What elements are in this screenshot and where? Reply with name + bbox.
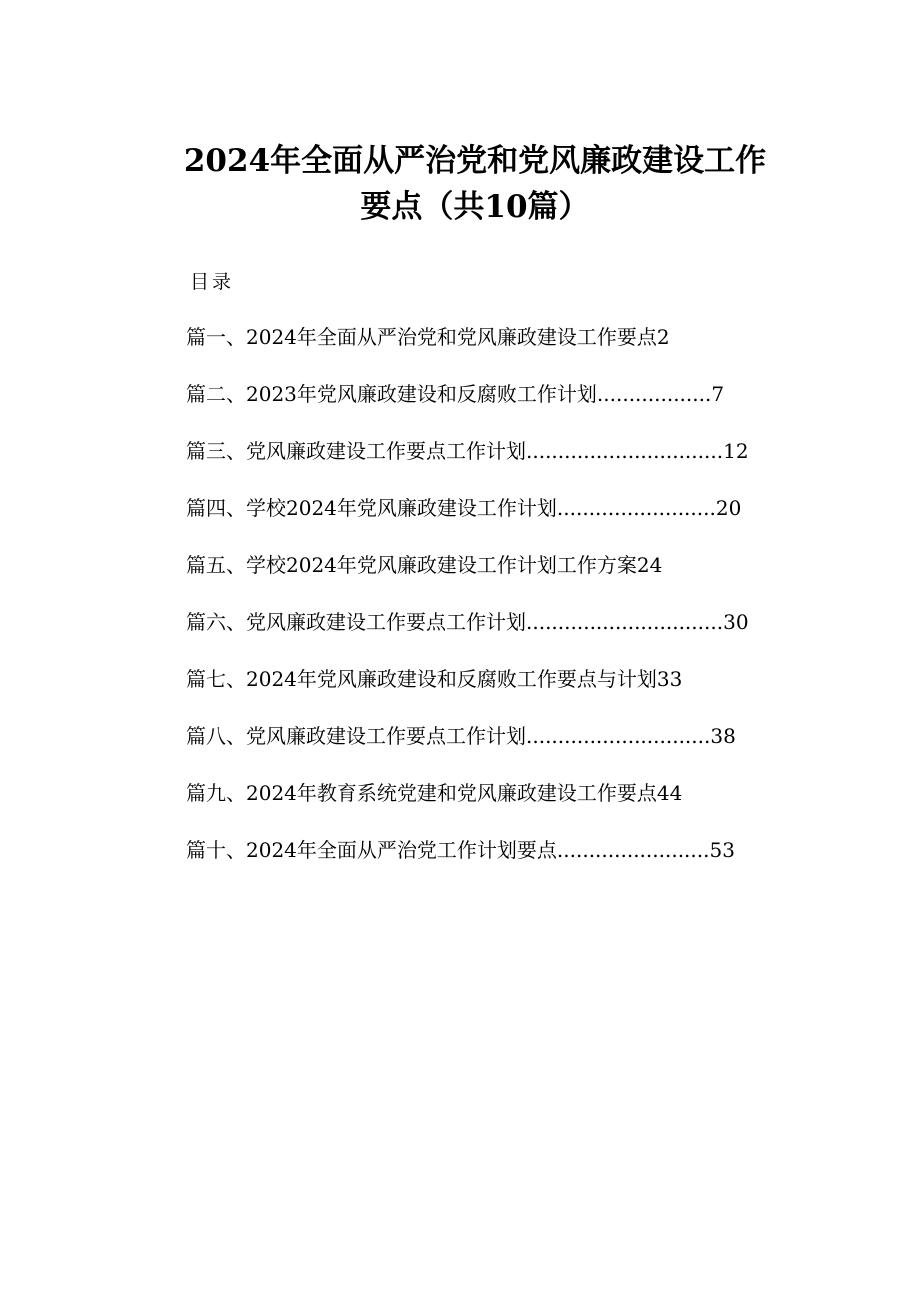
toc-entry-label: 篇三、党风廉政建设工作要点工作计划 bbox=[186, 439, 526, 463]
toc-entry-label: 篇二、2023年党风廉政建设和反腐败工作计划 bbox=[186, 382, 597, 406]
toc-entry-label: 篇五、学校2024年党风廉政建设工作计划工作方案 bbox=[186, 553, 637, 577]
toc-entry-label: 篇四、学校2024年党风廉政建设工作计划 bbox=[186, 496, 557, 520]
toc-entry-label: 篇十、2024年全面从严治党工作计划要点 bbox=[186, 838, 557, 862]
toc-entry-label: 篇七、2024年党风廉政建设和反腐败工作要点与计划 bbox=[186, 667, 657, 691]
toc-entry-7[interactable] bbox=[186, 664, 749, 721]
toc-entry-5[interactable] bbox=[186, 550, 749, 607]
title-line-1: 2024年全面从严治党和党风廉政建设工作 bbox=[183, 143, 767, 179]
toc-leader-dots: ............................... bbox=[526, 439, 724, 463]
toc-entry-label: 篇八、党风廉政建设工作要点工作计划 bbox=[186, 724, 526, 748]
toc-entry-label: 篇一、2024年全面从严治党和党风廉政建设工作要点 bbox=[186, 325, 657, 349]
toc-leader-dots: ............................. bbox=[526, 724, 711, 748]
toc-entry-2[interactable] bbox=[186, 379, 749, 436]
toc-page-number: 38 bbox=[710, 724, 736, 748]
toc-leader-dots: .................. bbox=[596, 382, 712, 406]
toc-entry-10[interactable] bbox=[186, 835, 749, 892]
toc-page-number: 20 bbox=[715, 496, 742, 520]
toc-entry-4[interactable] bbox=[186, 493, 749, 550]
toc-leader-dots: ............................... bbox=[526, 610, 724, 634]
toc-page-number: 2 bbox=[656, 325, 670, 349]
toc-page-number: 24 bbox=[636, 553, 663, 577]
toc-entry-1[interactable] bbox=[186, 322, 749, 379]
toc-heading: 目录 bbox=[190, 271, 235, 293]
title-line-2: 要点（共10篇） bbox=[360, 189, 590, 225]
toc-page-number: 12 bbox=[723, 439, 749, 463]
toc-entry-3[interactable] bbox=[186, 436, 749, 493]
toc-entry-8[interactable] bbox=[186, 721, 749, 778]
toc-page-number: 7 bbox=[711, 382, 725, 406]
toc-leader-dots: ......................... bbox=[556, 496, 716, 520]
toc-entry-label: 篇六、党风廉政建设工作要点工作计划 bbox=[186, 610, 526, 634]
toc-entry-6[interactable] bbox=[186, 607, 749, 664]
document-title bbox=[150, 138, 800, 230]
toc-page-number: 33 bbox=[656, 667, 683, 691]
toc-page-number: 53 bbox=[709, 838, 735, 862]
toc-page-number: 44 bbox=[656, 781, 683, 805]
toc-page-number: 30 bbox=[723, 610, 749, 634]
table-of-contents bbox=[186, 322, 749, 892]
toc-leader-dots: ........................ bbox=[556, 838, 710, 862]
toc-entry-label: 篇九、2024年教育系统党建和党风廉政建设工作要点 bbox=[186, 781, 657, 805]
toc-entry-9[interactable] bbox=[186, 778, 749, 835]
